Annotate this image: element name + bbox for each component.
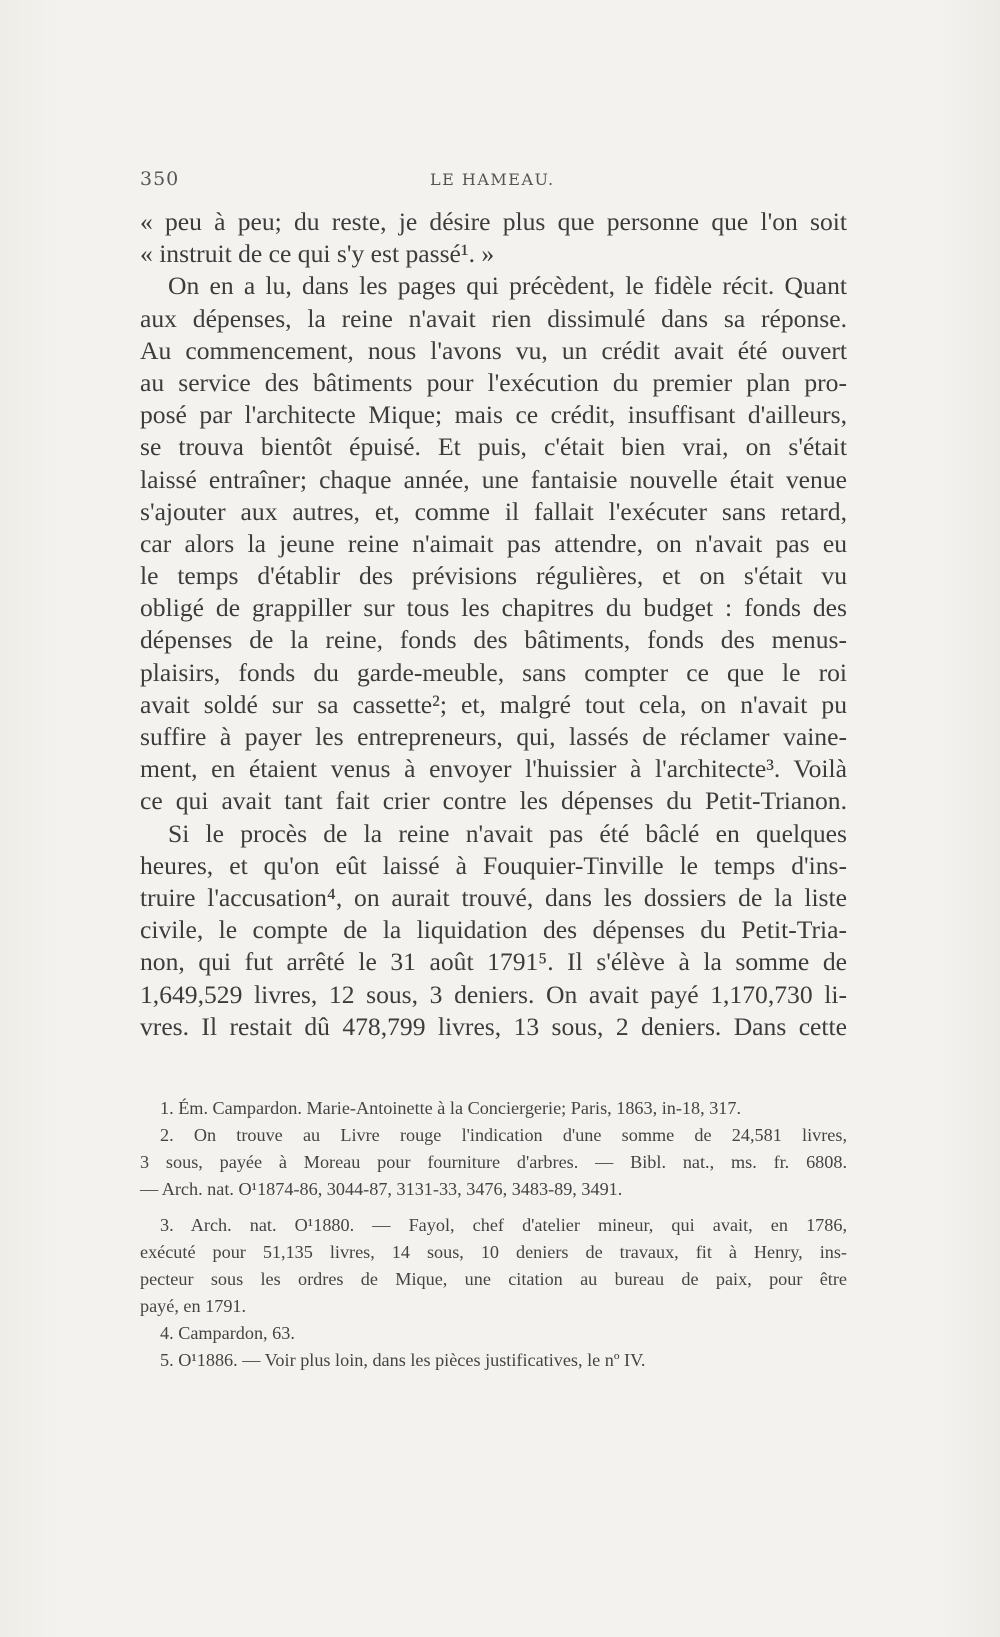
footnote: [140, 1347, 847, 1374]
body-line: suffire à payer les entrepreneurs, qui, lassés de réclamer vaine-: [140, 722, 847, 751]
footnotes: [140, 1095, 847, 1374]
body-line: s'ajouter aux autres, et, comme il fallait l'exécuter sans retard,: [140, 496, 847, 526]
body-line: avait soldé sur sa cassette²; et, malgré tout cela, on n'avait pu: [140, 689, 847, 719]
footnote-line: payé, en 1791.: [140, 1296, 247, 1316]
body-line: dépenses de la reine, fonds des bâtiments, fonds des menus-: [140, 625, 847, 655]
body-line: plaisirs, fonds du garde-meuble, sans compter ce que le roi: [140, 657, 847, 687]
body-text: [140, 206, 847, 1043]
body-line: « peu à peu; du reste, je désire plus que personne que l'on soit: [140, 207, 847, 236]
body-line: Si le procès de la reine n'avait pas été bâclé en quelques: [168, 818, 847, 848]
footnote-line: 3 sous, payée à Moreau pour fourniture d'arbres. — Bibl. nat., ms. fr. 6808.: [140, 1152, 847, 1172]
footnote: [140, 1212, 847, 1320]
footnote-line: exécuté pour 51,135 livres, 14 sous, 10 deniers de travaux, fit à Henry, ins-: [140, 1242, 847, 1262]
body-line: le temps d'établir des prévisions régulières, et on s'était vu: [140, 561, 847, 591]
body-line: ce qui avait tant fait crier contre les dépenses du Petit-Trianon.: [140, 786, 847, 816]
body-line: Au commencement, nous l'avons vu, un crédit avait été ouvert: [140, 335, 847, 365]
footnote-line: 4. Campardon, 63.: [160, 1323, 295, 1343]
body-line: heures, et qu'on eût laissé à Fouquier-Tinville le temps d'ins-: [140, 850, 847, 880]
body-line: laissé entraîner; chaque année, une fantaisie nouvelle était venue: [140, 464, 847, 494]
footnote-line: 2. On trouve au Livre rouge l'indication d'une somme de 24,581 livres,: [160, 1125, 847, 1145]
body-line: aux dépenses, la reine n'avait rien dissimulé dans sa réponse.: [140, 303, 847, 333]
footnote-line: — Arch. nat. O¹1874-86, 3044-87, 3131-33, 3476, 3483-89, 3491.: [140, 1179, 623, 1199]
body-line: civile, le compte de la liquidation des dépenses du Petit-Tria-: [140, 915, 847, 945]
body-line: car alors la jeune reine n'aimait pas attendre, on n'avait pas eu: [140, 528, 847, 558]
footnote-line: 3. Arch. nat. O¹1880. — Fayol, chef d'atelier mineur, qui avait, en 1786,: [160, 1215, 847, 1235]
body-line: « instruit de ce qui s'y est passé¹. »: [140, 239, 495, 269]
footnote-gap: [140, 1203, 847, 1212]
body-line: truire l'accusation⁴, on aurait trouvé, dans les dossiers de la liste: [140, 882, 847, 912]
body-line: obligé de grappiller sur tous les chapitres du budget : fonds des: [140, 593, 847, 623]
body-line: au service des bâtiments pour l'exécution du premier plan pro-: [140, 367, 847, 397]
body-line: posé par l'architecte Mique; mais ce crédit, insuffisant d'ailleurs,: [140, 400, 847, 430]
body-line: On en a lu, dans les pages qui précèdent, le fidèle récit. Quant: [168, 271, 847, 301]
body-line: 1,649,529 livres, 12 sous, 3 deniers. On avait payé 1,170,730 li-: [140, 979, 847, 1009]
body-line: vres. Il restait dû 478,799 livres, 13 sous, 2 deniers. Dans cette: [140, 1011, 847, 1041]
footnote-line: 1. Ém. Campardon. Marie-Antoinette à la Conciergerie; Paris, 1863, in-18, 317.: [160, 1098, 742, 1118]
running-title: LE HAMEAU.: [430, 170, 555, 189]
body-line: se trouva bientôt épuisé. Et puis, c'était bien vrai, on s'était: [140, 432, 847, 462]
footnote-line: pecteur sous les ordres de Mique, une citation au bureau de paix, pour être: [140, 1269, 847, 1289]
footnote: [140, 1095, 847, 1122]
body-line: non, qui fut arrêté le 31 août 1791⁵. Il s'élève à la somme de: [140, 947, 847, 977]
footnote: [140, 1320, 847, 1347]
body-line: ment, en étaient venus à envoyer l'huissier à l'architecte³. Voilà: [140, 754, 847, 784]
page-header: [140, 168, 847, 196]
page-number: 350: [140, 168, 180, 190]
footnote-line: 5. O¹1886. — Voir plus loin, dans les pièces justificatives, le nº IV.: [160, 1350, 646, 1370]
footnote: [140, 1122, 847, 1203]
